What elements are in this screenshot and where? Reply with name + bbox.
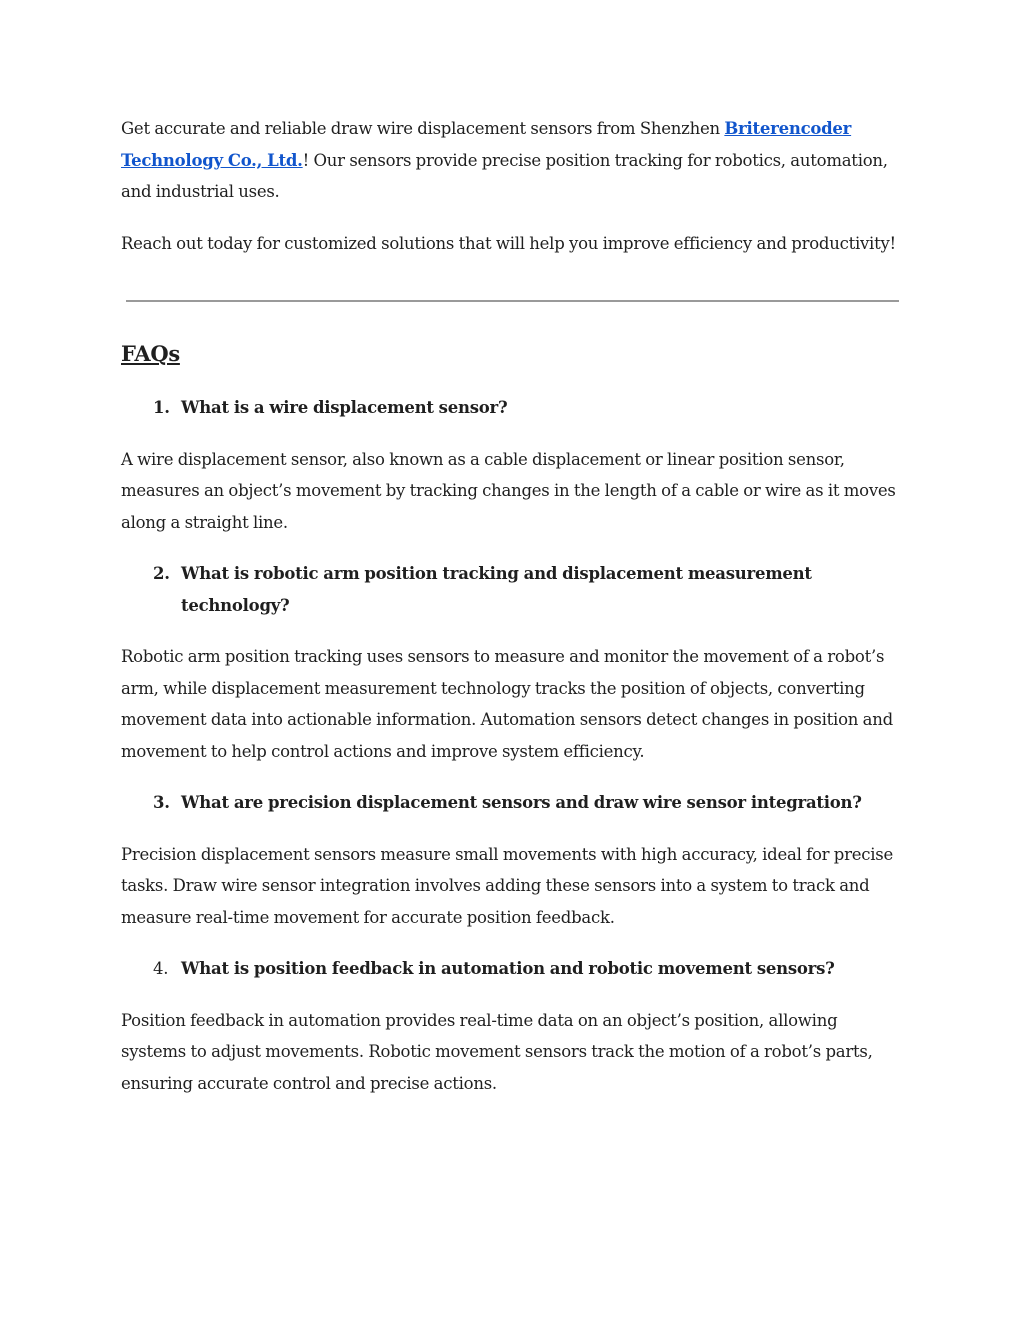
faq-question-text: What are precision displacement sensors and draw wire sensor integration?	[181, 793, 862, 812]
faq-question-text: What is robotic arm position tracking and displacement measurement technology?	[181, 564, 812, 615]
faq-question-text: What is a wire displacement sensor?	[181, 398, 508, 417]
faq-question-1	[121, 392, 901, 424]
intro-text-after: ! Our sensors provide precise position tracking for robotics, automation, and industrial uses.	[121, 150, 888, 201]
faq-answer-4: Position feedback in automation provides real-time data on an object’s position, allowing systems to adjust movements. Robotic movement sensors track the motion of a robot’s parts, ensuring accurate control and precise actions.	[121, 1010, 873, 1093]
intro-paragraph	[121, 113, 901, 208]
company-link[interactable]: Briterencoder Technology Co., Ltd.	[121, 119, 852, 170]
document-page	[121, 113, 901, 1099]
call-to-action-paragraph: Reach out today for customized solutions that will help you improve efficiency and productivity!	[121, 233, 896, 253]
horizontal-divider	[126, 300, 899, 302]
faq-question-2	[121, 558, 901, 621]
faq-number: 3.	[153, 793, 170, 812]
faq-answer-3: Precision displacement sensors measure small movements with high accuracy, ideal for precise tasks. Draw wire sensor integration involves adding these sensors into a system to track and measure real-time movement for accurate position feedback.	[121, 844, 893, 927]
faq-heading: FAQs	[121, 341, 180, 366]
faq-number: 4.	[153, 959, 169, 978]
faq-answer-1: A wire displacement sensor, also known as a cable displacement or linear position sensor, measures an object’s movement by tracking changes in the length of a cable or wire as it moves along a straight line.	[121, 449, 896, 532]
faq-question-4	[121, 953, 901, 985]
intro-text-before: Get accurate and reliable draw wire displacement sensors from Shenzhen	[121, 119, 725, 138]
faq-number: 1.	[153, 398, 170, 417]
faq-number: 2.	[153, 564, 170, 583]
faq-question-text: What is position feedback in automation and robotic movement sensors?	[181, 959, 835, 978]
faq-question-3	[121, 787, 901, 819]
faq-answer-2: Robotic arm position tracking uses sensors to measure and monitor the movement of a robot’s arm, while displacement measurement technology tracks the position of objects, converting movement data into actionable information. Automation sensors detect changes in position and movement to help control actions and improve system efficiency.	[121, 647, 893, 761]
